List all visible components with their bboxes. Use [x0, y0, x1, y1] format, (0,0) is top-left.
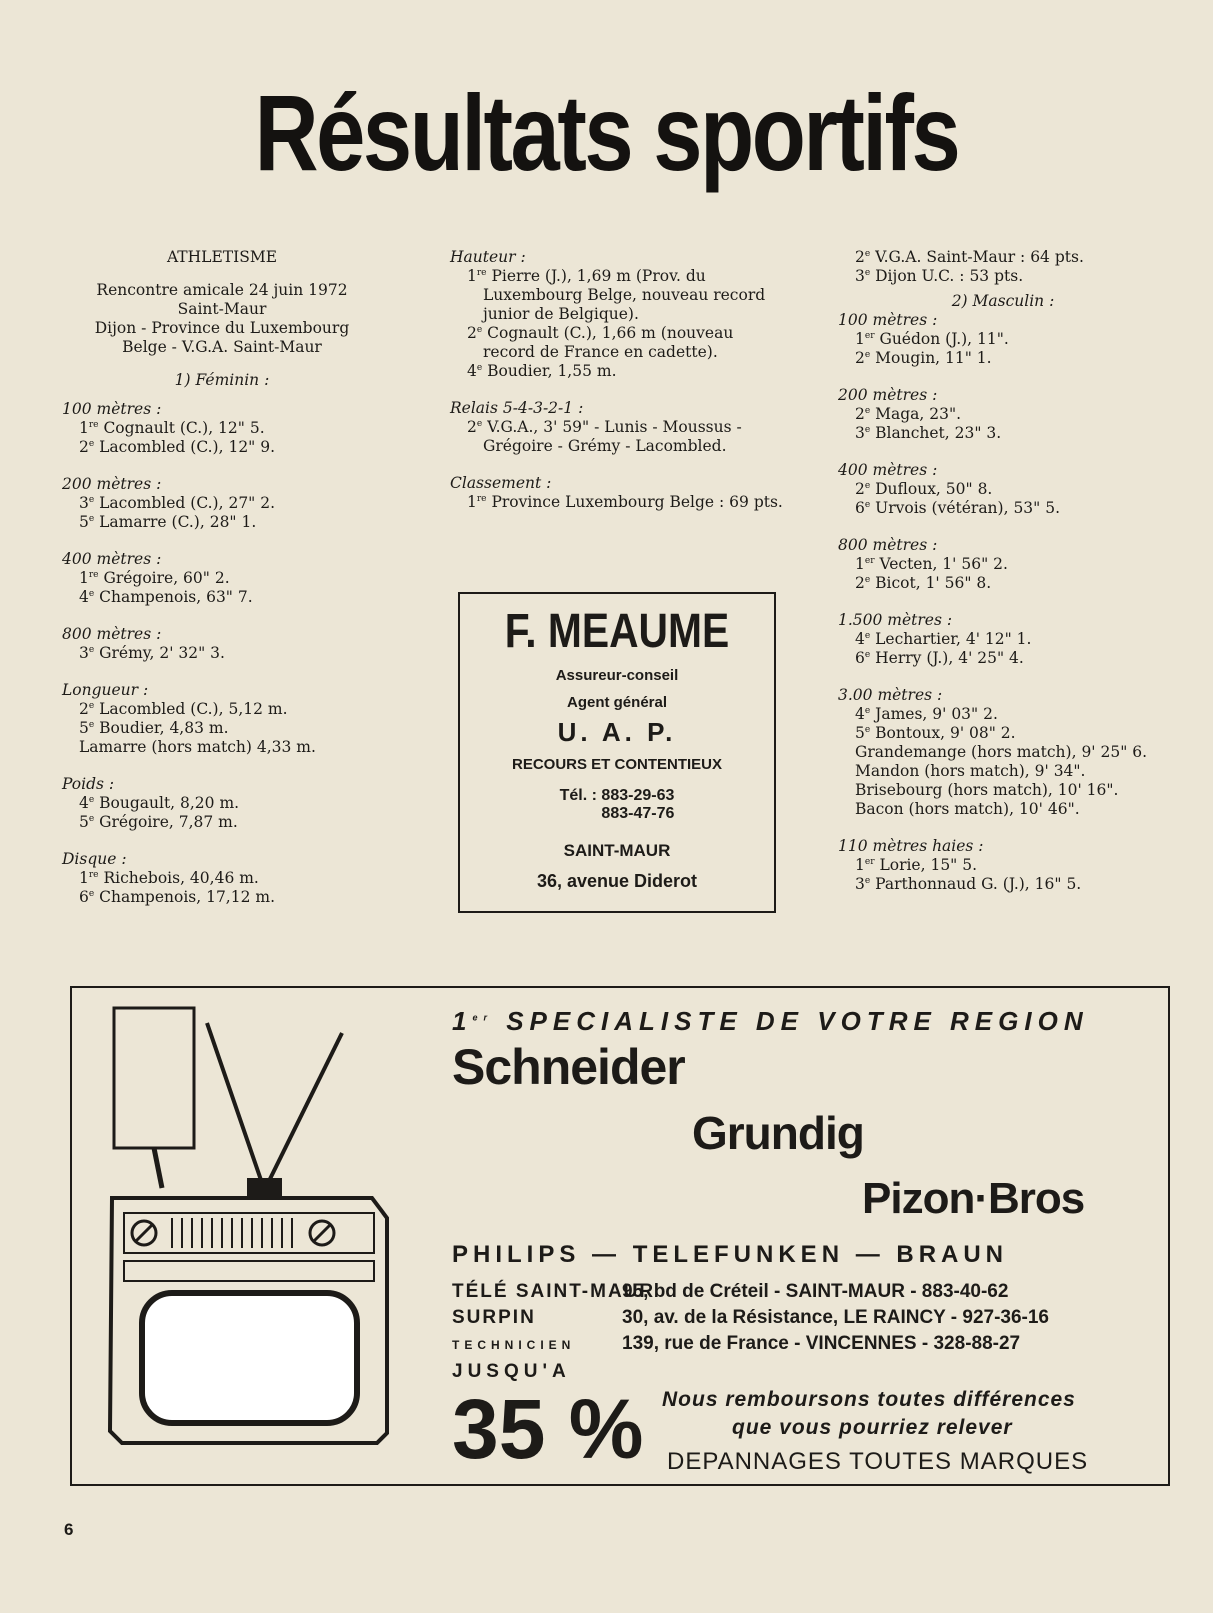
column-3: [838, 248, 1168, 894]
event-heading: 400 mètres :: [838, 461, 938, 479]
column-1: [62, 248, 382, 907]
brand-pizon-bros: Pizon·Bros: [862, 1174, 1085, 1223]
intro-line: Saint-Maur: [177, 300, 267, 318]
result-list: [450, 267, 790, 381]
event-heading: Hauteur :: [450, 248, 526, 266]
brands-line: PHILIPS — TELEFUNKEN — BRAUN: [452, 1241, 1009, 1268]
store-row: SURPIN 30, av. de la Résistance, LE RAINCY - 927-36-16: [452, 1307, 1049, 1328]
result-line: 2e Lacombled (C.), 5,12 m.: [79, 700, 288, 718]
refund-note: Nous remboursons toutes différences: [662, 1388, 1076, 1411]
advert-company: U. A. P.: [557, 717, 677, 747]
phone-label: Tél. :: [559, 787, 597, 804]
phone-number: 883-29-63: [601, 787, 675, 804]
result-line: 5e Lamarre (C.), 28" 1.: [79, 513, 257, 531]
tv-advert: [70, 986, 1170, 1486]
result-line: 6e Champenois, 17,12 m.: [79, 888, 276, 906]
result-line: 2e Cognault (C.), 1,66 m (nouveau record de France en cadette).: [467, 324, 734, 361]
result-line: 2e V.G.A., 3' 59" - Lunis - Moussus - Grégoire - Grémy - Lacombled.: [467, 418, 742, 455]
advert-address: 36, avenue Diderot: [536, 871, 698, 891]
result-line: 1re Cognault (C.), 12" 5.: [79, 419, 265, 437]
result-line: 6e Herry (J.), 4' 25" 4.: [855, 649, 1024, 667]
spacer: [838, 518, 1168, 536]
result-line: Bacon (hors match), 10' 46".: [855, 800, 1080, 818]
subsection-heading: 2) Masculin :: [951, 292, 1055, 310]
page-title: Résultats sportifs: [254, 72, 959, 193]
result-line: 1er Vecten, 1' 56" 2.: [855, 555, 1008, 573]
result-line: 2e Bicot, 1' 56" 8.: [855, 574, 992, 592]
spacer: [62, 832, 382, 850]
result-line: 1er Lorie, 15" 5.: [855, 856, 978, 874]
spacer: [838, 443, 1168, 461]
refund-note: que vous pourriez relever: [732, 1416, 1013, 1439]
intro-line: Dijon - Province du Luxembourg: [94, 319, 350, 337]
page-number: 6: [64, 1520, 74, 1539]
result-line: 2e Lacombled (C.), 12" 9.: [79, 438, 276, 456]
result-line: 5e Grégoire, 7,87 m.: [79, 813, 238, 831]
result-line: 2e V.G.A. Saint-Maur : 64 pts.: [855, 248, 1084, 266]
result-line: 1re Province Luxembourg Belge : 69 pts.: [467, 493, 783, 511]
result-line: 4e Champenois, 63" 7.: [79, 588, 253, 606]
advert-role: Assureur-conseil: [555, 667, 679, 684]
spacer: [838, 368, 1168, 386]
result-line: 3e Grémy, 2' 32" 3.: [79, 644, 225, 662]
event-heading: 800 mètres :: [62, 625, 162, 643]
store-row: TÉLÉ SAINT-MAUR95, bd de Créteil - SAINT-MAUR - 883-40-62: [452, 1281, 1009, 1302]
event-heading: Relais 5-4-3-2-1 :: [450, 399, 584, 417]
result-line: 4e James, 9' 03" 2.: [855, 705, 998, 723]
event-heading: 800 mètres :: [838, 536, 938, 554]
result-line: Lamarre (hors match) 4,33 m.: [79, 738, 316, 756]
upto-label: JUSQU'A: [452, 1361, 571, 1382]
result-line: 6e Urvois (vétéran), 53" 5.: [855, 499, 1061, 517]
intro-line: Rencontre amicale 24 juin 1972: [96, 281, 348, 299]
event-heading: 110 mètres haies :: [838, 837, 984, 855]
television-illustration: [102, 1003, 402, 1468]
result-line: Mandon (hors match), 9' 34".: [855, 762, 1086, 780]
subsection-heading: 1) Féminin :: [174, 371, 270, 389]
meaume-advert: [458, 592, 776, 913]
result-line: 5e Boudier, 4,83 m.: [79, 719, 229, 737]
spacer: [62, 457, 382, 475]
event-heading: Longueur :: [62, 681, 149, 699]
advert-phones: [560, 787, 675, 823]
event-heading: Disque :: [62, 850, 127, 868]
result-line: 2e Dufloux, 50" 8.: [855, 480, 993, 498]
column-2: [450, 248, 790, 512]
result-list: [450, 418, 790, 456]
discount-percent: 35 %: [452, 1382, 644, 1476]
event-heading: 100 mètres :: [838, 311, 938, 329]
spacer: [62, 607, 382, 625]
event-heading: 100 mètres :: [62, 400, 162, 418]
spacer: [62, 757, 382, 775]
event-heading: Classement :: [450, 474, 552, 492]
result-line: Grandemange (hors match), 9' 25" 6.: [855, 743, 1148, 761]
store-row: TECHNICIEN 139, rue de France - VINCENNES - 328-88-27: [452, 1333, 1021, 1354]
section-heading: ATHLETISME: [166, 248, 278, 266]
result-line: 4e Boudier, 1,55 m.: [467, 362, 617, 380]
spacer: [838, 819, 1168, 837]
result-line: 4e Lechartier, 4' 12" 1.: [855, 630, 1032, 648]
intro-line: Belge - V.G.A. Saint-Maur: [122, 338, 322, 356]
result-groups: [838, 311, 1168, 894]
spacer: [62, 532, 382, 550]
spacer: [838, 668, 1168, 686]
event-heading: Poids :: [62, 775, 115, 793]
result-list: [450, 493, 790, 512]
result-line: 1re Pierre (J.), 1,69 m (Prov. du Luxembourg Belge, nouveau record junior de Belgique).: [467, 267, 766, 323]
spacer: [838, 593, 1168, 611]
result-line: 3e Blanchet, 23" 3.: [855, 424, 1002, 442]
result-line: 3e Parthonnaud G. (J.), 16" 5.: [855, 875, 1082, 893]
result-line: 2e Mougin, 11" 1.: [855, 349, 992, 367]
event-heading: 400 mètres :: [62, 550, 162, 568]
advert-city: SAINT-MAUR: [563, 841, 671, 860]
result-line: 3e Lacombled (C.), 27" 2.: [79, 494, 276, 512]
event-heading: 200 mètres :: [62, 475, 162, 493]
result-line: 1re Richebois, 40,46 m.: [79, 869, 259, 887]
phone-number: 883-47-76: [601, 805, 675, 822]
advert-service: RECOURS ET CONTENTIEUX: [511, 756, 722, 773]
brand-schneider: Schneider: [452, 1039, 685, 1095]
result-line: 4e Bougault, 8,20 m.: [79, 794, 240, 812]
result-line: 5e Bontoux, 9' 08" 2.: [855, 724, 1016, 742]
event-heading: 200 mètres :: [838, 386, 938, 404]
event-intro: [62, 281, 382, 357]
advert-role: Agent général: [566, 694, 668, 711]
spacer: [62, 663, 382, 681]
specialist-tagline: 1er SPECIALISTE DE VOTRE REGION: [452, 1006, 1089, 1036]
result-groups: [62, 400, 382, 907]
repairs-line: DEPANNAGES TOUTES MARQUES: [667, 1448, 1089, 1475]
result-line: 1re Grégoire, 60" 2.: [79, 569, 230, 587]
result-line: 1er Guédon (J.), 11".: [855, 330, 1009, 348]
result-list: [838, 248, 1168, 286]
event-heading: 3.00 mètres :: [838, 686, 943, 704]
result-line: 2e Maga, 23".: [855, 405, 962, 423]
result-line: Brisebourg (hors match), 10' 16".: [855, 781, 1119, 799]
advert-name: F. MEAUME: [504, 605, 730, 658]
brand-grundig: Grundig: [692, 1107, 864, 1159]
result-line: 3e Dijon U.C. : 53 pts.: [855, 267, 1024, 285]
event-heading: 1.500 mètres :: [838, 611, 953, 629]
